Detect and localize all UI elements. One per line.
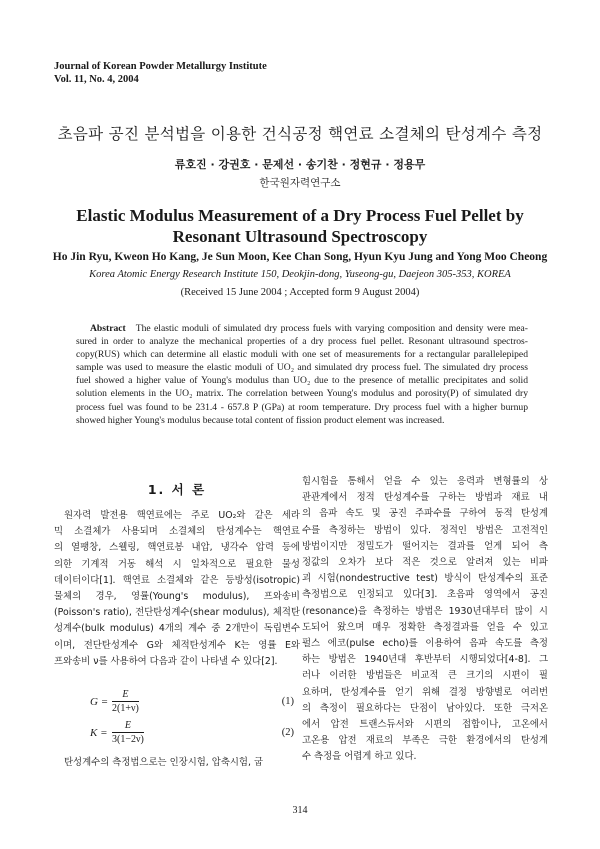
equation-fraction bbox=[112, 719, 144, 746]
section-heading-introduction: 1. 서 론 bbox=[147, 482, 207, 497]
body-line: 물체의 경우, 영률(Young's modulus), 프와송비 bbox=[54, 591, 300, 603]
abstract-line: copy(RUS) which can determine all elastic moduli with one set of measurements for a rectangular parallelepiped bbox=[76, 349, 528, 361]
abstract-line: showed higher Young's modulus because total content of fission product element was increased. bbox=[76, 414, 445, 426]
equation-fraction bbox=[112, 688, 139, 715]
english-title bbox=[0, 205, 600, 247]
journal-name: Journal of Korean Powder Metallurgy Institute bbox=[54, 61, 267, 72]
equation-denominator: 3(1−2ν) bbox=[112, 734, 144, 745]
body-line: 수 측정을 어렵게 하고 있다. bbox=[302, 751, 417, 763]
body-line: 괴 시험(nondestructive test) 방식이 탄성계수의 표준 bbox=[302, 573, 548, 585]
korean-affiliation: 한국원자력연구소 bbox=[259, 177, 341, 189]
abstract-line: sured in order to analyze the mechanical properties of a dry process fuel pellet. Resonant ultrasound spectros- bbox=[76, 336, 528, 348]
body-line: 요하며, 탄성계수를 얻기 위해 결정 방향별로 여러번 bbox=[302, 686, 548, 698]
english-title-line-2: Resonant Ultrasound Spectroscopy bbox=[172, 227, 428, 246]
body-line: 도되어 왔으며 매우 정확한 측정결과를 얻을 수 있고 bbox=[302, 621, 548, 633]
journal-header bbox=[54, 60, 267, 86]
equation-numerator: E bbox=[112, 719, 144, 733]
body-line: 원자력 발전용 핵연료에는 주로 UO₂와 같은 세라 bbox=[64, 510, 300, 521]
body-line: 의 측정이 필요하다는 단점이 남아있다. 또한 극저온 bbox=[302, 702, 548, 714]
received-dates: (Received 15 June 2004 ; Accepted form 9 August 2004) bbox=[180, 287, 420, 298]
body-line: 수를 측정하는 방법이 있다. 정적인 방법은 고전적인 bbox=[302, 524, 548, 536]
left-column-paragraph-1 bbox=[54, 508, 300, 670]
body-line: 탄성계수의 측정법으로는 인장시험, 압축시험, 굽 bbox=[64, 757, 264, 768]
equation-2 bbox=[54, 719, 300, 753]
equation-1 bbox=[54, 688, 300, 722]
body-line: 에서 압전 트랜스듀서와 시편의 접합이나, 고온에서 bbox=[302, 719, 548, 731]
body-line: 펄스 에코(pulse echo)를 이용하여 음파 속도를 측정 bbox=[302, 638, 548, 650]
abstract-line: sample was used to measure the elastic moduli of UO₂ and simulated dry process fuel. The simulated dry process bbox=[76, 362, 528, 374]
body-line: 의 열팽창, 스웰링, 핵연료봉 내압, 냉각수 압력 등에 bbox=[54, 542, 300, 554]
body-line: 믹 소결체가 사용되며 소결체의 탄성계수는 핵연료 bbox=[54, 526, 300, 538]
body-line: 이며, 전단탄성계수 G와 체적탄성계수 K는 영률 E와 bbox=[54, 639, 300, 651]
left-column-paragraph-2 bbox=[54, 755, 300, 771]
body-line: (Poisson's ratio), 전단탄성계수(shear modulus), 체적탄 bbox=[54, 607, 300, 619]
equation-lhs: G = bbox=[90, 696, 109, 708]
equation-lhs: K = bbox=[90, 727, 108, 739]
body-line: 힘시험을 통해서 얻을 수 있는 응력과 변형률의 상 bbox=[302, 476, 548, 487]
page-number: 314 bbox=[292, 805, 308, 816]
body-line: 프와송비 ν를 사용하여 다음과 같이 나타낼 수 있다[2]. bbox=[54, 655, 278, 667]
body-line: 데이터이다[1]. 핵연료 소결체와 같은 등방성(isotropic) bbox=[54, 574, 300, 586]
body-line: 하는 방법은 1940년대 후반부터 시행되었다[4-8]. 그 bbox=[302, 654, 548, 666]
equation-number: (1) bbox=[281, 696, 294, 707]
right-column bbox=[302, 474, 548, 766]
body-line: 관관계에서 정적 탄성계수를 구하는 방법과 재료 내 bbox=[302, 492, 548, 504]
abstract-lead: Abstract bbox=[90, 323, 126, 334]
abstract-line: solution elements in the UO₂ matrix. The correlation between Young's modulus and porosity(P) of simulated dry bbox=[76, 388, 528, 400]
body-line: 의 음파 속도 및 공진 주파수를 구하여 동적 탄성계 bbox=[302, 508, 548, 520]
body-line: 러나 이러한 방법들은 비교적 큰 크기의 시편이 필 bbox=[302, 670, 548, 682]
korean-authors: 류호진 · 강권호 · 문제선 · 송기찬 · 정현규 · 정용무 bbox=[174, 158, 426, 171]
body-line: (resonance)을 측정하는 방법은 1930년대부터 많이 시 bbox=[302, 605, 548, 617]
equation-number: (2) bbox=[281, 727, 294, 738]
korean-title: 초음파 공진 분석법을 이용한 건식공정 핵연료 소결체의 탄성계수 측정 bbox=[57, 125, 543, 143]
equation-denominator: 2(1+ν) bbox=[112, 703, 139, 714]
body-line: 방법이지만 정밀도가 떨어지는 결과를 얻게 되어 측 bbox=[302, 540, 548, 552]
english-authors: Ho Jin Ryu, Kweon Ho Kang, Je Sun Moon, Kee Chan Song, Hyun Kyu Jung and Yong Moo Cheong bbox=[52, 251, 548, 263]
equation-numerator: E bbox=[112, 688, 139, 702]
body-line: 측정법으로 인정되고 있다[3]. 초음파 영역에서 공진 bbox=[302, 589, 548, 601]
body-line: 고온용 압전 재료의 부족은 극한 환경에서의 탄성계 bbox=[302, 735, 548, 747]
body-line: 정값의 오차가 보다 적은 것으로 알려져 있는 비파 bbox=[302, 557, 548, 569]
english-title-line-1: Elastic Modulus Measurement of a Dry Process Fuel Pellet by bbox=[76, 206, 524, 225]
english-affiliation: Korea Atomic Energy Research Institute 150, Deokjin-dong, Yuseong-gu, Daejeon 305-353, KOREA bbox=[89, 269, 511, 280]
journal-volume: Vol. 11, No. 4, 2004 bbox=[54, 74, 139, 85]
body-line: 의한 기계적 거동 해석 시 일차적으로 필요한 물성 bbox=[54, 558, 300, 570]
abstract bbox=[76, 322, 528, 427]
body-line: 성계수(bulk modulus) 4개의 계수 중 2개만이 독립변수 bbox=[54, 623, 300, 635]
abstract-line: fuel showed a higher value of Young's modulus than UO₂ due to the presence of metallic precipitates and solid bbox=[76, 375, 528, 387]
abstract-line: Abstract The elastic moduli of simulated dry process fuels with varying composition and density were mea- bbox=[90, 323, 528, 334]
abstract-line: process fuel was found to be 231.4 - 657.8 P (GPa) at room temperature. Dry process fuel with a higher burnup bbox=[76, 401, 528, 413]
